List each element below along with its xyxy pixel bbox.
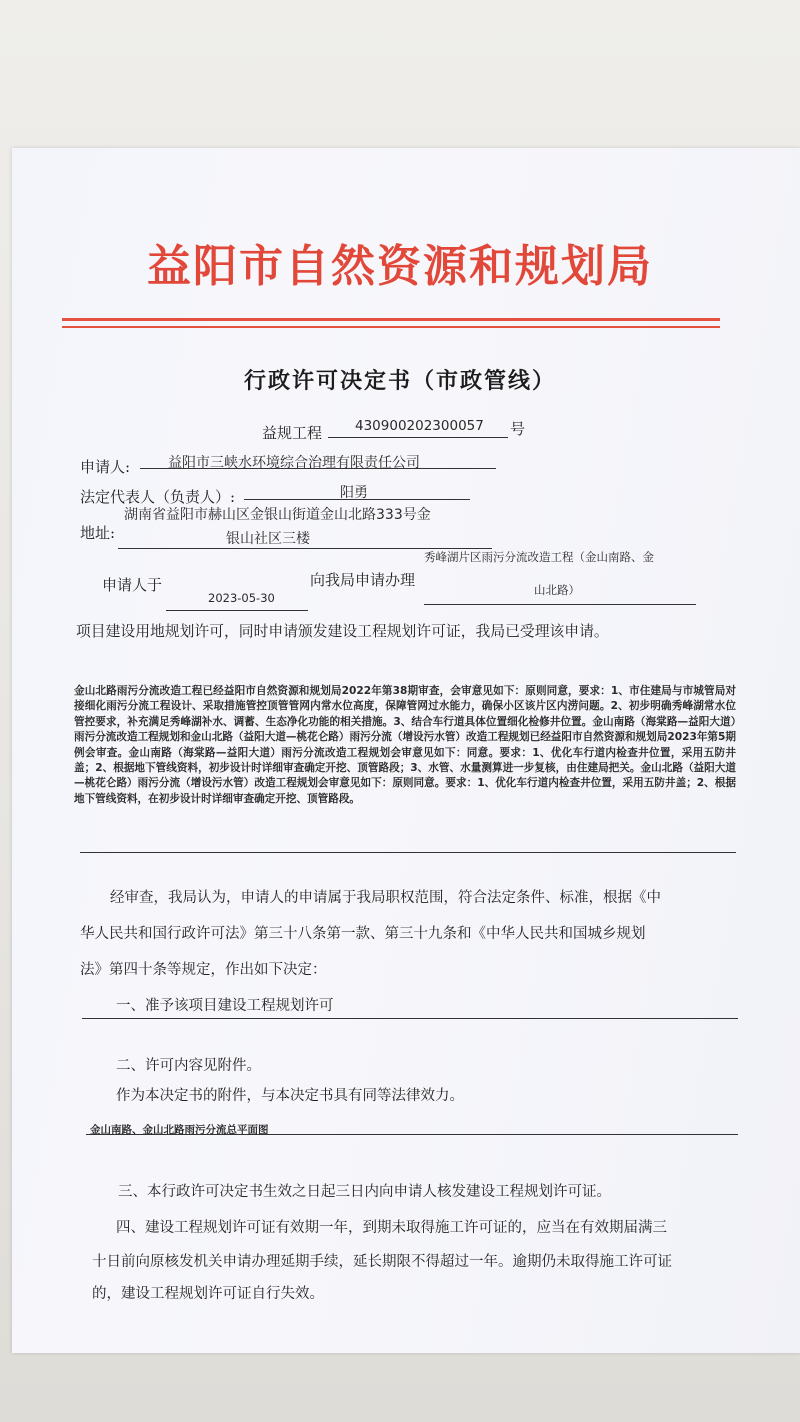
applicant-value: 益阳市三峡水环境综合治理有限责任公司 xyxy=(168,455,420,471)
decision-item-4-line2: 十日前向原核发机关申请办理延期手续，延长期限不得超过一年。逾期仍未取得施工许可证 xyxy=(92,1254,672,1270)
decision-para-line2: 华人民共和国行政许可法》第三十八条第一款、第三十九条和《中华人民共和国城乡规划 xyxy=(80,926,646,942)
review-opinion-text: 金山北路雨污分流改造工程已经益阳市自然资源和规划局2022年第38期审查，会审意见如下：原则同意，要求：1、市住建局与市城管局对接细化雨污分流工程设计、采取措施管控顶管管网内常水位高度，保障管网过水能力，确保小区该片区内涝问题。2、初步明确秀峰湖常水位管控要求，补充满足秀峰湖补水、调蓄、生态净化功能的相关措施。3、结合车行道具体位置细化检修井位置。金山南路（海棠路—益阳大道）雨污分流改造工程规划和金山北路（益阳大道—桃花仑路）雨污分流（增设污水管）改造工程规划已经益阳市自然资源和规划局2023年第5期例会审查。金山南路（海棠路—益阳大道）雨污分流改造工程规划会审意见如下：同意。要求：1、优化车行道内检查井位置，采用五防井盖；2、根据地下管线资料，初步设计时详细审查确定开挖、顶管路段；3、水管、水量测算进一步复核，由住建局把关。金山北路（益阳大道—桃花仑路）雨污分流（增设污水管）改造工程规划会审意见如下：原则同意。要求：1、优化车行道内检查井位置，采用五防井盖；2、根据地下管线资料，在初步设计时详细审查确定开挖、顶管路段。 xyxy=(74,685,736,805)
decision-item-4-line3: 的，建设工程规划许可证自行失效。 xyxy=(92,1286,324,1302)
address-line2: 银山社区三楼 xyxy=(226,531,310,547)
org-title: 益阳市自然资源和规划局 xyxy=(147,241,653,292)
legal-rep-underline xyxy=(244,499,470,500)
applicant-underline xyxy=(140,468,496,469)
doc-number-underline xyxy=(328,437,508,438)
decision-item-2: 二、许可内容见附件。 xyxy=(116,1058,261,1074)
attachment-underline xyxy=(86,1134,738,1135)
applicant-label: 申请人: xyxy=(80,458,131,476)
doc-number-prefix: 益规工程 xyxy=(262,424,323,442)
application-statement: 项目建设用地规划许可，同时申请颁发建设工程规划许可证，我局已受理该申请。 xyxy=(76,623,609,640)
decision-para-line1: 经审查，我局认为，申请人的申请属于我局职权范围，符合法定条件、标准，根据《中 xyxy=(110,890,661,906)
project-name-line1: 秀峰湖片区雨污分流改造工程（金山南路、金 xyxy=(424,550,654,564)
doc-number-suffix: 号 xyxy=(510,420,526,438)
header-red-rule-thick xyxy=(62,318,720,321)
attachment-name: 金山南路、金山北路雨污分流总平面图 xyxy=(90,1124,269,1136)
application-prefix: 申请人于 xyxy=(102,576,163,594)
decision-item-3: 三、本行政许可决定书生效之日起三日内向申请人核发建设工程规划许可证。 xyxy=(118,1184,611,1200)
decision-item-1: 一、准予该项目建设工程规划许可 xyxy=(116,998,334,1014)
legal-rep-value: 阳勇 xyxy=(340,485,368,501)
document-title: 行政许可决定书（市政管线） xyxy=(243,368,556,394)
project-name-underline xyxy=(424,604,696,605)
doc-number: 430900202300057 xyxy=(355,418,484,434)
application-middle: 向我局申请办理 xyxy=(310,571,416,589)
header-red-rule-thin xyxy=(62,326,720,328)
legal-rep-label: 法定代表人（负责人）: xyxy=(80,488,236,506)
decision-item-2-note: 作为本决定书的附件，与本决定书具有同等法律效力。 xyxy=(116,1088,464,1104)
project-name-line2: 山北路） xyxy=(534,583,580,597)
application-date: 2023-05-30 xyxy=(208,591,275,605)
decision-para-line3: 法》第四十条等规定，作出如下决定： xyxy=(80,962,327,978)
address-line1: 湖南省益阳市赫山区金银山街道金山北路333号金 xyxy=(124,507,431,523)
address-label: 地址: xyxy=(80,524,116,542)
decision-item-1-underline xyxy=(82,1018,738,1019)
application-date-underline xyxy=(166,610,308,611)
decision-item-4-line1: 四、建设工程规划许可证有效期一年，到期未取得施工许可证的，应当在有效期届满三 xyxy=(116,1220,667,1236)
review-opinion-underline xyxy=(80,852,736,853)
